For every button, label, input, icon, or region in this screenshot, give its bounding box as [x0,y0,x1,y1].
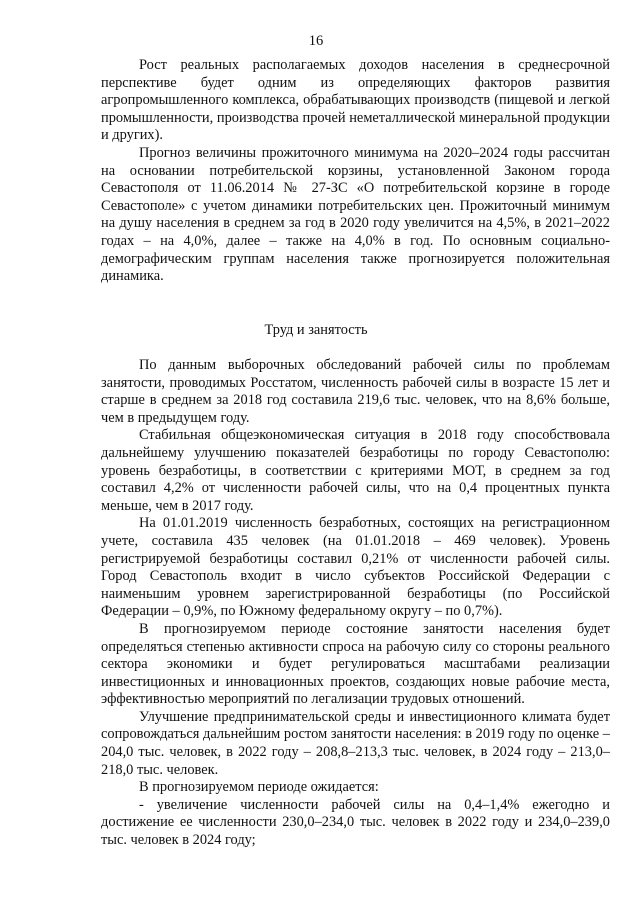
paragraph: По данным выборочных обследований рабочей силы по проблемам занятости, проводимых Росстатом, численность рабочей силы в возрасте 15 лет и старше в среднем за 2018 год составила 219,6 тыс. человек, что на 8,6% больше, чем в предыдущем году. [101,357,610,426]
paragraph: Стабильная общеэкономическая ситуация в 2018 году способствовала дальнейшему улучшению показателей безработицы по городу Севастополю: уровень безработицы, в соответствии с критериями МОТ, в среднем за год составил 4,2% от численности рабочей силы, что на 0,4 процентных пункта меньше, чем в 2017 году. [101,427,610,514]
paragraph: В прогнозируемом периоде ожидается: [139,779,379,796]
paragraph: На 01.01.2019 численность безработных, состоящих на регистрационном учете, составила 435 человек (на 01.01.2018 – 469 человек). Уровень регистрируемой безработицы составил 0,21% от численности рабочей силы. Город Севастополь входит в число субъектов Российской Федерации с наименьшим уровнем зарегистрированной безработицы (по Российской Федерации – 0,9%, по Южному федеральному округу – по 0,7%). [101,515,610,620]
paragraph: Прогноз величины прожиточного минимума на 2020–2024 годы рассчитан на основании потребительской корзины, установленной Законом города Севастополя от 11.06.2014 № 27-ЗС «О потребительской корзине в городе Севастополе» с учетом динамики потребительских цен. Прожиточный минимум на душу населения в среднем за год в 2020 году увеличится на 4,5%, в 2021–2022 годах – на 4,0%, далее – также на 4,0% в год. По основным социально-демографическим группам населения также прогнозируется положительная динамика. [101,144,610,285]
intro-text-block [101,57,610,286]
paragraph: Рост реальных располагаемых доходов населения в среднесрочной перспективе будет одним из определяющих факторов развития агропромышленного комплекса, обрабатывающих производств (пищевой и легкой промышленности, производства прочей неметаллической минеральной продукции и других). [101,57,610,144]
section-heading: Труд и занятость [264,322,368,338]
page-number: 16 [308,33,324,49]
paragraph: В прогнозируемом периоде состояние занятости населения будет определяться степенью активности спроса на рабочую силу со стороны реального сектора экономики и будет регулироваться масштабами реализации инвестиционных и инновационных проектов, создающих новые рабочие места, эффективностью мероприятий по легализации трудовых отношений. [101,620,610,708]
list-item: - увеличение численности рабочей силы на 0,4–1,4% ежегодно и достижение ее численности 230,0–234,0 тыс. человек в 2022 году и 234,0–239,0 тыс. человек в 2024 году; [101,796,610,849]
paragraph: Улучшение предпринимательской среды и инвестиционного климата будет сопровождаться дальнейшим ростом занятости населения: в 2019 году по оценке – 204,0 тыс. человек, в 2022 году – 208,8–213,3 тыс. человек, в 2024 году – 213,0–218,0 тыс. человек. [101,708,610,778]
employment-text-block [101,357,610,850]
